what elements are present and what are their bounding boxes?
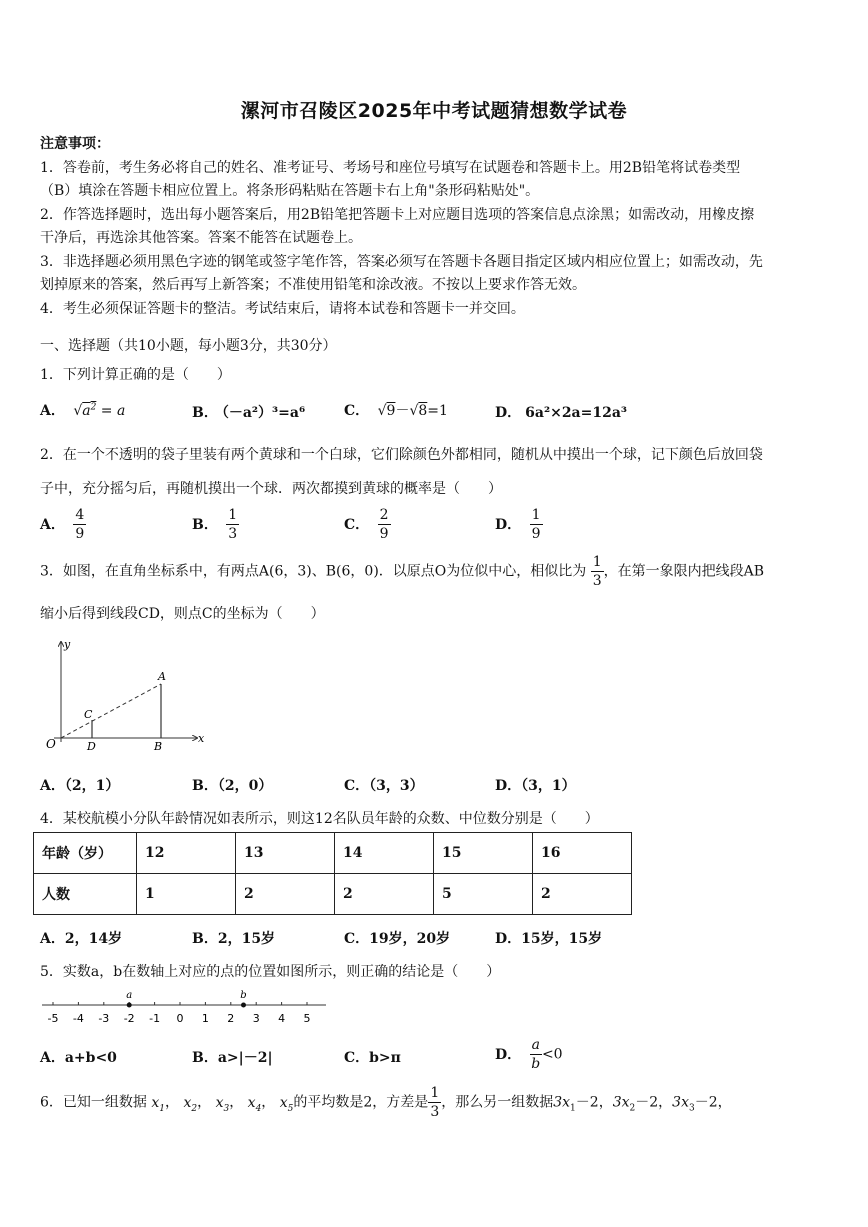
option-label: C． <box>344 516 370 533</box>
tick-label: 4 <box>278 1012 286 1025</box>
tick-label: -1 <box>149 1012 161 1025</box>
option-label: A． <box>40 403 65 419</box>
denominator: 3 <box>592 573 602 589</box>
subscript: 3 <box>223 1103 230 1114</box>
dashed-line-oa <box>61 684 161 738</box>
notes-block <box>40 133 763 321</box>
tick-label: -4 <box>72 1012 84 1025</box>
q1-stem: 1．下列计算正确的是（ ） <box>40 367 231 383</box>
tick-label: 0 <box>176 1012 184 1025</box>
tick-label: -5 <box>47 1012 59 1025</box>
option-label: B． <box>192 516 218 533</box>
q2-line1: 2．在一个不透明的袋子里装有两个黄球和一个白球，它们除颜色外都相同，随机从中摸出一个球，记下颜色后放回袋 <box>40 447 763 463</box>
note-line: 1．答卷前，考生务必将自己的姓名、准考证号、考场号和座位号填写在试题卷和答题卡上。用2B铅笔将试卷类型 <box>40 159 741 176</box>
q1-option-d <box>495 402 627 422</box>
option-label: A． <box>40 516 65 533</box>
table-cell: 14 <box>335 833 434 874</box>
label-b: b <box>240 990 247 1001</box>
denominator: 9 <box>531 526 541 542</box>
numerator: 1 <box>531 507 541 523</box>
table-cell: 1 <box>137 874 236 915</box>
table-cell: 12 <box>137 833 236 874</box>
q5-option-b: B．a>|－2| <box>192 1050 273 1066</box>
var-x: x <box>247 1094 256 1111</box>
q4-option-a: A．2，14岁 <box>40 931 123 947</box>
label-x: x <box>198 732 205 745</box>
sqrt-nine: √9－√8 <box>377 403 428 419</box>
subscript: 5 <box>287 1103 294 1114</box>
var-x5 <box>279 1094 294 1114</box>
q3-line2: 缩小后得到线段CD，则点C的坐标为（ ） <box>40 606 325 622</box>
numerator: 4 <box>75 507 85 523</box>
subscript: 2 <box>191 1103 198 1114</box>
expr-1-rest: －2， <box>575 1094 613 1111</box>
sqrt-a-squared: $√a^2$ <box>73 402 97 419</box>
tick-label: 5 <box>303 1012 311 1025</box>
q2-option-a <box>40 508 86 541</box>
expr-2-rest: －2， <box>635 1094 673 1111</box>
var-x1 <box>151 1094 166 1114</box>
note-line: 划掉原来的答案，然后再写上新答案；不准使用铅笔和涂改液。不按以上要求作答无效。 <box>40 277 586 293</box>
option-label: D． <box>495 1046 522 1063</box>
subscript: 1 <box>159 1103 166 1114</box>
q1-option-b <box>192 402 305 422</box>
q5-option-a: A．a+b<0 <box>40 1050 117 1066</box>
tick-label: -2 <box>123 1012 135 1025</box>
fraction <box>530 508 543 541</box>
label-y: y <box>64 638 71 651</box>
expr-2: 3x <box>612 1094 630 1111</box>
q3-option-c: C．（3，3） <box>344 778 424 794</box>
label-a: A <box>158 670 166 683</box>
q2-option-d <box>495 508 543 541</box>
q6-line: 6．已知一组数据 $x_1$， $x_2$， $x_3$， $x_4$， $x_5$的平均数是2，方差是 $\frac{1}{3}$ ，那么另一组数据$3x_1-2$，$3x_2-2$，$3x_3-2$， <box>40 1085 732 1120</box>
q1-b-text: （－a²）³=a⁶ <box>221 405 306 421</box>
subscript: 3 <box>688 1103 695 1114</box>
expr-1: 3x <box>553 1094 571 1111</box>
table-cell: 16 <box>533 833 632 874</box>
q4-stem: 4．某校航模小分队年龄情况如表所示，则这12名队员年龄的众数、中位数分别是（ ） <box>40 811 599 827</box>
q2-line2: 子中，充分摇匀后，再随机摸出一个球．两次都摸到黄球的概率是（ ） <box>40 481 502 497</box>
q3-option-d: D．（3，1） <box>495 778 576 794</box>
denominator: 3 <box>228 526 238 542</box>
q2-option-b <box>192 508 239 541</box>
table-row <box>34 874 632 915</box>
option-label: D． <box>495 405 522 421</box>
q3-line1 <box>40 555 764 588</box>
q5-option-c: C．b>π <box>344 1050 401 1066</box>
variance-fraction <box>428 1086 441 1119</box>
var-x2 <box>183 1094 198 1114</box>
number-line <box>40 987 330 1027</box>
option-label: C． <box>344 403 370 419</box>
q6-text2: 的平均数是2，方差是 <box>293 1094 429 1111</box>
var-x: x <box>215 1094 224 1111</box>
q1-c-rest: =1 <box>427 403 448 419</box>
q3-option-b: B．（2，0） <box>192 778 273 794</box>
notes-heading: 注意事项： <box>40 136 110 152</box>
q3-option-a: A．（2，1） <box>40 778 120 794</box>
fraction <box>226 508 239 541</box>
var-x4 <box>247 1094 262 1114</box>
label-o: O <box>46 737 56 751</box>
denominator: 9 <box>75 526 85 542</box>
tick-label: 3 <box>252 1012 260 1025</box>
q5-stem: 5．实数a，b在数轴上对应的点的位置如图所示，则正确的结论是（ ） <box>40 964 501 980</box>
section-heading: 一、选择题（共10小题，每小题3分，共30分） <box>40 338 337 354</box>
table-cell: 5 <box>434 874 533 915</box>
tick-label: -3 <box>98 1012 110 1025</box>
expr-3-rest: －2， <box>694 1094 732 1111</box>
page-title: 漯河市召陵区2025年中考试题猜想数学试卷 <box>240 100 628 122</box>
q4-option-c: C．19岁，20岁 <box>344 931 451 947</box>
numerator: a <box>531 1037 540 1053</box>
ratio-fraction <box>591 555 604 588</box>
note-line: 2．作答选择题时，选出每小题答案后，用2B铅笔把答题卡上对应题目选项的答案信息点涂黑；如需改动，用橡皮擦 <box>40 206 755 223</box>
q3-text-b: ，在第一象限内把线段AB <box>603 563 765 580</box>
q1-option-c <box>344 400 448 420</box>
subscript: 2 <box>629 1103 636 1114</box>
q4-option-d: D．15岁，15岁 <box>495 931 603 947</box>
denominator: 9 <box>379 526 389 542</box>
note-line: （B）填涂在答题卡相应位置上。将条形码粘贴在答题卡右上角"条形码粘贴处"。 <box>40 183 540 199</box>
denominator: 3 <box>430 1104 440 1120</box>
q1-d-text: 6a²×2a=12a³ <box>525 405 628 421</box>
q2-option-c <box>344 508 391 541</box>
var-x: x <box>151 1094 160 1111</box>
numerator: 1 <box>228 507 238 523</box>
option-label: D． <box>495 516 522 533</box>
fraction <box>73 508 86 541</box>
coordinate-figure <box>40 636 215 756</box>
label-a: a <box>126 990 133 1001</box>
label-d: D <box>87 740 96 753</box>
table-row <box>34 833 632 874</box>
q5-d-rel: <0 <box>541 1046 563 1063</box>
q1-a-rest: = <box>100 403 113 419</box>
subscript: 4 <box>255 1103 262 1114</box>
table-cell: 2 <box>533 874 632 915</box>
label-c: C <box>84 708 93 721</box>
numerator: 1 <box>430 1085 440 1101</box>
label-b: B <box>154 740 163 753</box>
option-label: B． <box>192 405 218 421</box>
q1-option-a <box>40 400 125 420</box>
table-cell: 2 <box>236 874 335 915</box>
expr-3: 3x <box>672 1094 689 1111</box>
var-x3 <box>215 1094 230 1114</box>
note-line: 4．考生必须保证答题卡的整洁。考试结束后，请将本试卷和答题卡一并交回。 <box>40 300 525 317</box>
table-cell: 人数 <box>34 874 137 915</box>
tick-label: 1 <box>201 1012 209 1025</box>
q6-text3: ，那么另一组数据 <box>441 1094 554 1111</box>
note-line: 3．非选择题必须用黑色字迹的钢笔或签字笔作答，答案必须写在答题卡各题目指定区域内相应位置上；如需改动，先 <box>40 253 763 270</box>
var-x: x <box>279 1094 288 1111</box>
fraction <box>530 1038 542 1071</box>
var-a: a <box>116 403 126 419</box>
q4-option-b: B．2，15岁 <box>192 931 276 947</box>
subscript: 1 <box>570 1103 576 1114</box>
note-line: 干净后，再选涂其他答案。答案不能答在试题卷上。 <box>40 230 362 246</box>
q5-option-d <box>495 1038 563 1071</box>
q3-text-a: 3．如图，在直角坐标系中，有两点A(6，3)、B(6，0)．以原点O为位似中心，相似比为 <box>40 563 587 580</box>
table-cell: 年龄（岁） <box>34 833 137 874</box>
numerator: 2 <box>379 507 389 523</box>
fraction <box>378 508 391 541</box>
point-b <box>241 1003 246 1008</box>
q6-text1: 6．已知一组数据 <box>40 1094 147 1111</box>
table-cell: 13 <box>236 833 335 874</box>
var-x: x <box>183 1094 192 1111</box>
point-a <box>127 1003 132 1008</box>
age-table <box>33 832 632 915</box>
numerator: 1 <box>592 554 602 570</box>
tick-label: 2 <box>227 1012 235 1025</box>
table-cell: 2 <box>335 874 434 915</box>
table-cell: 15 <box>434 833 533 874</box>
denominator: b <box>531 1056 541 1072</box>
